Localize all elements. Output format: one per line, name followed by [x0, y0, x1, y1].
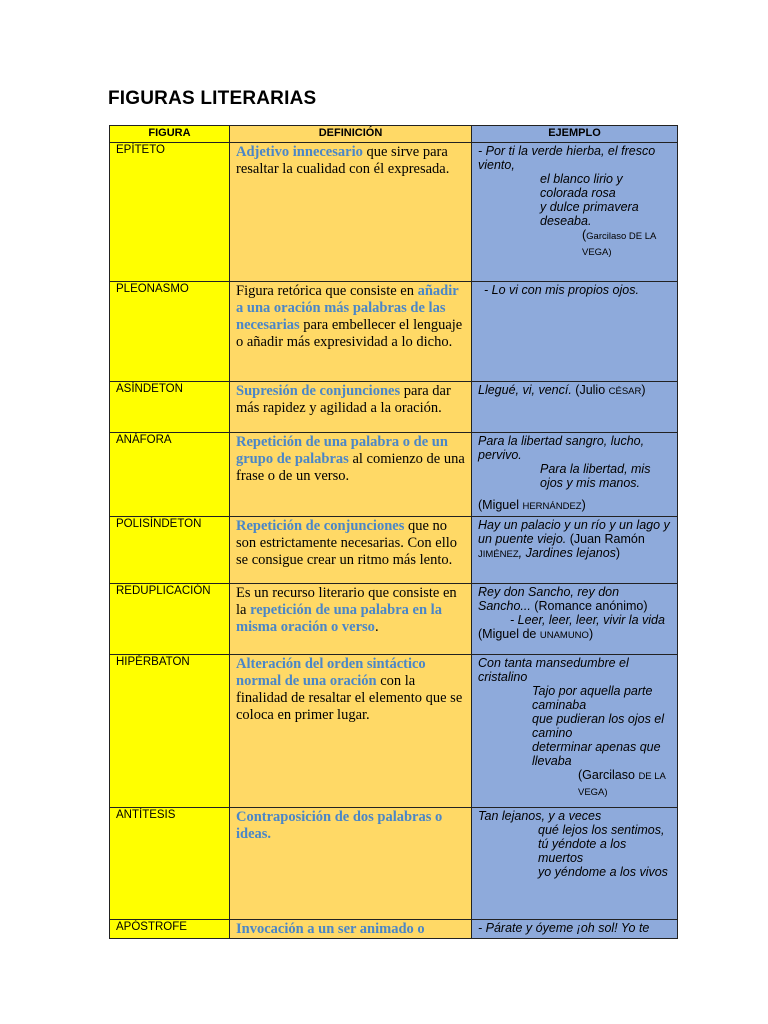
definition-cell: Supresión de conjunciones para dar más rapidez y agilidad a la oración. [230, 382, 472, 433]
definition-cell: Figura retórica que consiste en añadir a una oración más palabras de las necesarias para embellecer el lenguaje o añadir más expresividad a lo dicho. [230, 282, 472, 382]
example-cell: Hay un palacio y un río y un lago y un puente viejo. (Juan Ramón JIMÉNEZ, Jardines lejanos) [472, 517, 678, 584]
table-row [110, 517, 678, 584]
page-title: FIGURAS LITERARIAS [108, 88, 317, 109]
table-row [110, 433, 678, 517]
definition-text: que sirve para resaltar la cualidad con él expresada. [236, 144, 450, 177]
definition-highlight: Repetición de una palabra o de un grupo de palabras [236, 434, 448, 467]
table-row [110, 584, 678, 655]
term-cell: ASÍNDETON [110, 382, 230, 433]
table-row [110, 282, 678, 382]
example-line: - Por ti la verde hierba, el fresco viento, [478, 144, 656, 172]
table-row [110, 808, 678, 920]
header-definicion: DEFINICIÓN [230, 126, 472, 143]
definition-cell [230, 920, 472, 939]
definition-highlight: Supresión de conjunciones [236, 383, 401, 399]
example-cell: Tan lejanos, y a veces qué lejos los sentimos, tú yéndote a los muertos yo yéndome a los vivos [472, 808, 678, 920]
term-cell: PLEONASMO [110, 282, 230, 382]
definition-highlight: añadir a una oración más palabras de las necesarias [236, 283, 459, 333]
table-row [110, 920, 678, 939]
table-row [110, 143, 678, 282]
definition-highlight: Invocación a un ser animado o [236, 921, 425, 937]
definition-cell: Es un recurso literario que consiste en la repetición de una palabra en la misma oración o verso. [230, 584, 472, 655]
definition-cell: Repetición de una palabra o de un grupo de palabras al comienzo de una frase o de un verso. [230, 433, 472, 517]
term-cell: EPÍTETO [110, 143, 230, 282]
header-figura: FIGURA [110, 126, 230, 143]
definition-cell: Repetición de conjunciones que no son estrictamente necesarias. Con ello se consigue crear un ritmo más lento. [230, 517, 472, 584]
term-cell: REDUPLICACIÓN [110, 584, 230, 655]
definition-highlight: Repetición de conjunciones [236, 518, 405, 534]
definition-highlight: Alteración del orden sintáctico normal de una oración [236, 656, 426, 689]
definition-highlight: Adjetivo innecesario [236, 144, 363, 160]
figures-table [109, 125, 678, 939]
example-cell: Llegué, vi, vencí. (Julio CÉSAR) [472, 382, 678, 433]
example-cell: Rey don Sancho, rey don Sancho... (Romance anónimo) - Leer, leer, leer, vivir la vida (Miguel de UNAMUNO) [472, 584, 678, 655]
header-ejemplo: EJEMPLO [472, 126, 678, 143]
table-row [110, 655, 678, 808]
definition-cell: Alteración del orden sintáctico normal de una oración con la finalidad de resaltar el elemento que se coloca en primer lugar. [230, 655, 472, 808]
example-cell: Con tanta mansedumbre el cristalino Tajo por aquella parte caminaba que pudieran los ojos el camino determinar apenas que llevaba (Garcilaso DE LA VEGA) [472, 655, 678, 808]
example-cell: - Lo vi con mis propios ojos. [472, 282, 678, 382]
definition-highlight: repetición de una palabra en la misma oración o verso [236, 602, 442, 635]
example-cell [472, 143, 678, 282]
table-row [110, 382, 678, 433]
example-line: el blanco lirio y colorada rosa [540, 172, 623, 200]
example-cell: - Párate y óyeme ¡oh sol! Yo te [472, 920, 678, 939]
term-cell: POLISÍNDETON [110, 517, 230, 584]
definition-cell [230, 143, 472, 282]
definition-cell [230, 808, 472, 920]
term-cell: ANÁFORA [110, 433, 230, 517]
term-cell: ANTÍTESIS [110, 808, 230, 920]
table-header-row [110, 126, 678, 143]
example-line: y dulce primavera deseaba. [540, 200, 639, 228]
term-cell: HIPÉRBATON [110, 655, 230, 808]
example-author: (Garcilaso DE LA VEGA) [582, 228, 656, 258]
example-cell: Para la libertad sangro, lucho, pervivo. Para la libertad, mis ojos y mis manos. (Miguel HERNÁNDEZ) [472, 433, 678, 517]
term-cell: APÓSTROFE [110, 920, 230, 939]
definition-highlight: Contraposición de dos palabras o ideas. [236, 809, 443, 842]
